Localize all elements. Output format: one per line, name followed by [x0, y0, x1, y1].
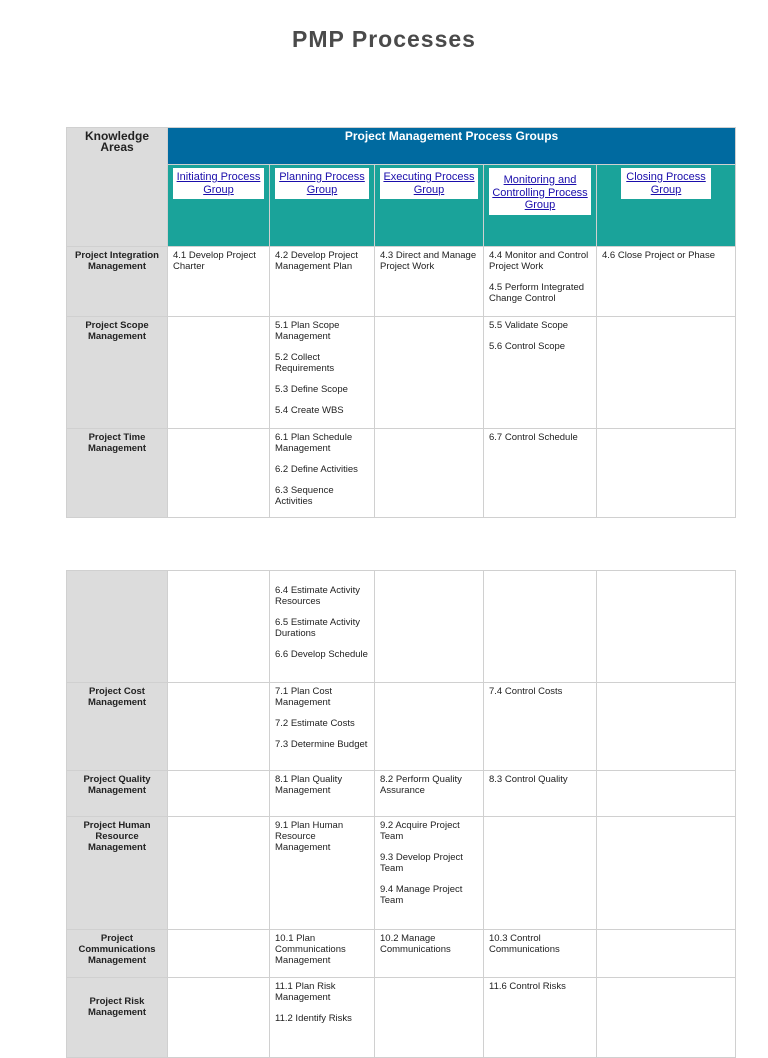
cell	[597, 317, 736, 429]
process-item: 6.5 Estimate Activity Durations	[275, 617, 361, 639]
knowledge-area-communications: Project Communications Management	[67, 930, 168, 978]
process-item: 4.4 Monitor and Control Project Work	[489, 250, 589, 272]
process-item: 4.3 Direct and Manage Project Work	[380, 250, 477, 272]
knowledge-area-hr: Project Human Resource Management	[67, 817, 168, 930]
cell	[270, 978, 375, 1058]
cell	[375, 978, 484, 1058]
process-item: 11.1 Plan Risk Management	[275, 981, 336, 1003]
process-item: 7.2 Estimate Costs	[275, 718, 355, 729]
cell	[168, 683, 270, 771]
cell	[168, 978, 270, 1058]
process-item: 5.5 Validate Scope	[489, 320, 569, 331]
process-item: 6.3 Sequence Activities	[275, 485, 334, 507]
table-row	[67, 247, 736, 317]
cell	[375, 247, 484, 317]
cell	[484, 571, 597, 683]
knowledge-area-scope: Project Scope Management	[67, 317, 168, 429]
table-row	[67, 317, 736, 429]
cell	[484, 429, 597, 518]
knowledge-area-time-continued	[67, 571, 168, 683]
table-row	[67, 771, 736, 817]
process-item: 5.2 Collect Requirements	[275, 352, 335, 374]
cell	[168, 817, 270, 930]
cell	[597, 771, 736, 817]
cell	[375, 817, 484, 930]
monitoring-group-link[interactable]: Monitoring and Controlling Process Group	[492, 174, 588, 211]
group-planning	[270, 165, 375, 247]
cell	[597, 247, 736, 317]
group-closing	[597, 165, 736, 247]
knowledge-area-quality: Project Quality Management	[67, 771, 168, 817]
cell	[168, 429, 270, 518]
process-item: 9.3 Develop Project Team	[380, 852, 463, 874]
table-row	[67, 429, 736, 518]
knowledge-areas-header: Knowledge Areas	[67, 128, 168, 247]
process-item: 6.1 Plan Schedule Management	[275, 432, 353, 454]
group-executing	[375, 165, 484, 247]
cell	[270, 817, 375, 930]
group-monitoring	[484, 165, 597, 247]
process-item: 10.1 Plan Communications Management	[275, 933, 346, 966]
cell	[168, 930, 270, 978]
process-item: 8.3 Control Quality	[489, 774, 568, 785]
cell	[270, 317, 375, 429]
cell	[270, 571, 375, 683]
cell	[375, 771, 484, 817]
cell	[375, 930, 484, 978]
closing-group-link[interactable]: Closing Process Group	[626, 171, 706, 196]
knowledge-area-risk: Project Risk Management	[67, 978, 168, 1058]
cell	[597, 978, 736, 1058]
cell	[484, 683, 597, 771]
table-row	[67, 930, 736, 978]
table-row	[67, 817, 736, 930]
process-item: 7.3 Determine Budget	[275, 739, 368, 750]
cell	[597, 683, 736, 771]
process-item: 5.4 Create WBS	[275, 405, 344, 416]
knowledge-area-time: Project Time Management	[67, 429, 168, 518]
process-item: 8.2 Perform Quality Assurance	[380, 774, 462, 796]
initiating-group-link[interactable]: Initiating Process Group	[176, 171, 261, 196]
process-item: 4.6 Close Project or Phase	[602, 250, 716, 261]
process-item: 7.4 Control Costs	[489, 686, 563, 697]
cell	[168, 571, 270, 683]
cell	[375, 429, 484, 518]
cell	[484, 317, 597, 429]
page-title: PMP Processes	[292, 26, 476, 52]
cell	[597, 571, 736, 683]
process-item: 4.2 Develop Project Management Plan	[275, 250, 358, 272]
cell	[270, 247, 375, 317]
process-table-part-1	[66, 127, 736, 518]
knowledge-area-cost: Project Cost Management	[67, 683, 168, 771]
process-item: 9.4 Manage Project Team	[380, 884, 463, 906]
process-item: 5.6 Control Scope	[489, 341, 566, 352]
process-item: 10.2 Manage Communications	[380, 933, 451, 955]
cell	[270, 930, 375, 978]
cell	[484, 817, 597, 930]
cell	[375, 571, 484, 683]
planning-group-link[interactable]: Planning Process Group	[279, 171, 365, 196]
process-item: 6.2 Define Activities	[275, 464, 358, 475]
process-item: 11.2 Identify Risks	[275, 1013, 352, 1024]
table-row	[67, 683, 736, 771]
cell	[270, 771, 375, 817]
process-table-part-2	[66, 570, 736, 1058]
cell	[375, 683, 484, 771]
group-initiating	[168, 165, 270, 247]
cell	[484, 247, 597, 317]
cell	[484, 771, 597, 817]
process-item: 4.1 Develop Project Charter	[173, 250, 256, 272]
process-item: 5.3 Define Scope	[275, 384, 348, 395]
table-row	[67, 978, 736, 1058]
cell	[484, 930, 597, 978]
cell	[597, 930, 736, 978]
process-groups-header: Project Management Process Groups	[168, 128, 736, 165]
process-item: 7.1 Plan Cost Management	[275, 686, 333, 708]
cell	[270, 429, 375, 518]
process-item: 10.3 Control Communications	[489, 933, 560, 955]
process-item: 5.1 Plan Scope Management	[275, 320, 340, 342]
process-item: 4.5 Perform Integrated Change Control	[489, 282, 585, 304]
cell	[597, 429, 736, 518]
cell	[168, 317, 270, 429]
process-item: 9.1 Plan Human Resource Management	[275, 820, 344, 853]
cell	[168, 247, 270, 317]
cell	[597, 817, 736, 930]
cell	[168, 771, 270, 817]
process-item: 8.1 Plan Quality Management	[275, 774, 343, 796]
cell	[375, 317, 484, 429]
process-item: 11.6 Control Risks	[489, 981, 566, 992]
process-item: 6.4 Estimate Activity Resources	[275, 585, 361, 607]
executing-group-link[interactable]: Executing Process Group	[383, 171, 475, 196]
knowledge-area-integration: Project Integration Management	[67, 247, 168, 317]
process-item: 6.7 Control Schedule	[489, 432, 578, 443]
process-item: 9.2 Acquire Project Team	[380, 820, 460, 842]
table-row	[67, 571, 736, 683]
process-item: 6.6 Develop Schedule	[275, 649, 368, 660]
cell	[484, 978, 597, 1058]
cell	[270, 683, 375, 771]
